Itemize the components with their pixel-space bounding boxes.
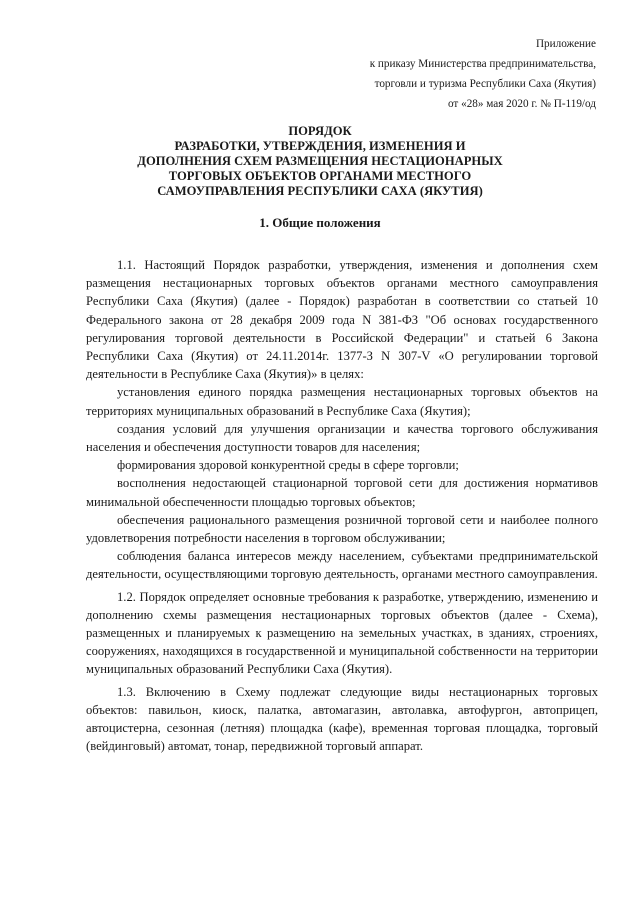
document-title <box>110 124 530 199</box>
approval-stamp <box>266 34 596 114</box>
paragraph: установления единого порядка размещения нестационарных торговых объектов на территориях муниципальных образований в Республике Саха (Якутия); <box>86 385 598 418</box>
paragraph: 1.3. Включению в Схему подлежат следующие виды нестационарных торговых объектов: павильон, киоск, палатка, автомагазин, автолавка, автофургон, автоприцеп, автоцистерна, сезонная (летняя) площадка (кафе), временная торговая площадка, торговый (вейдинговый) автомат, тонар, передвижной торговый аппарат. <box>86 684 598 754</box>
approval-line: от «28» мая 2020 г. № П-119/од <box>447 98 596 110</box>
approval-line: к приказу Министерства предпринимательства, <box>369 58 596 70</box>
document-body <box>86 256 598 755</box>
paragraph: обеспечения рационального размещения розничной торговой сети и наиболее полного удовлетворения потребности населения в торговом обслуживании; <box>86 512 598 546</box>
paragraph: 1.2. Порядок определяет основные требования к разработке, утверждению, изменению и дополнению схемы размещения нестационарных торговых объектов (далее - Схема), размещенных и планируемых к размещению на земельных участках, в зданиях, строениях, сооружениях, находящихся в государственной и муниципальной собственности на территории муниципальных образований Республики Саха (Якутия). <box>86 589 598 677</box>
paragraph: соблюдения баланса интересов между населением, субъектами предпринимательской деятельности, осуществляющими торговую деятельность, органами местного самоуправления. <box>86 549 598 582</box>
paragraph: создания условий для улучшения организации и качества торгового обслуживания населения и обеспечения доступности товаров для населения; <box>86 421 598 455</box>
title-line: ДОПОЛНЕНИЯ СХЕМ РАЗМЕЩЕНИЯ НЕСТАЦИОНАРНЫХ <box>137 154 503 168</box>
title-line: САМОУПРАВЛЕНИЯ РЕСПУБЛИКИ САХА (ЯКУТИЯ) <box>157 184 483 198</box>
paragraph: 1.1. Настоящий Порядок разработки, утверждения, изменения и дополнения схем размещения нестационарных торговых объектов органами местного самоуправления Республики Саха (Якутия) (далее - Порядок) разработан в соответствии со статьей 10 Федерального закона от 28 декабря 2009 года N 381-ФЗ "Об основах государственного регулирования торговой деятельности в Российской Федерации" и статьей 6 Закона Республики Саха (Якутия) от 24.11.2014г. 1377-З N 307-V «О регулировании торговой деятельности в Республике Саха (Якутия)» в целях: <box>86 258 598 382</box>
approval-line: Приложение <box>535 38 596 50</box>
title-line: ПОРЯДОК <box>288 124 352 138</box>
paragraph: формирования здоровой конкурентной среды в сфере торговли; <box>117 458 459 473</box>
title-line: РАЗРАБОТКИ, УТВЕРЖДЕНИЯ, ИЗМЕНЕНИЯ И <box>174 139 466 153</box>
section-heading: 1. Общие положения <box>259 215 381 230</box>
paragraph: восполнения недостающей стационарной торговой сети для достижения нормативов минимальной обеспеченности площадью торговых объектов; <box>86 476 598 509</box>
approval-line: торговли и туризма Республики Саха (Якутия) <box>374 78 596 90</box>
title-line: ТОРГОВЫХ ОБЪЕКТОВ ОРГАНАМИ МЕСТНОГО <box>168 169 472 183</box>
